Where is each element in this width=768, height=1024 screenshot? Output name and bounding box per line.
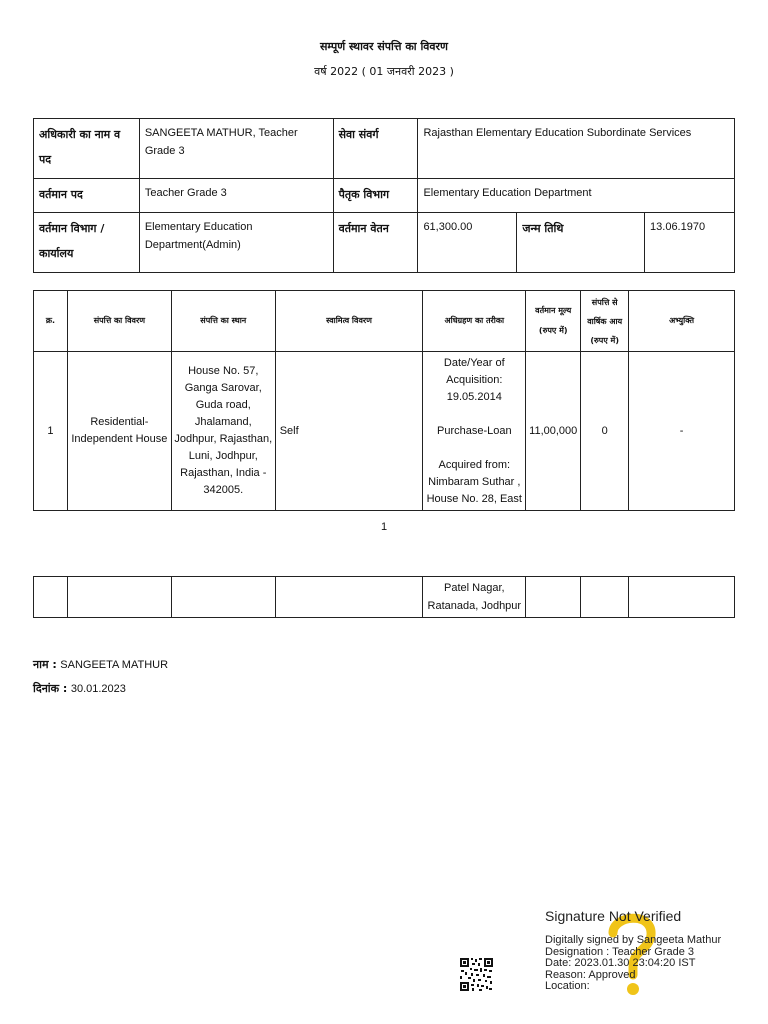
dob-value: 13.06.1970	[645, 213, 735, 273]
post-label: वर्तमान पद	[34, 179, 140, 213]
row-remarks: -	[629, 352, 735, 511]
officer-name-value: SANGEETA MATHUR, Teacher Grade 3	[139, 119, 333, 179]
continuation-table	[33, 576, 735, 618]
header-income-line2: वार्षिक आय	[587, 316, 623, 326]
row-value: 11,00,000	[526, 352, 581, 511]
header-value	[526, 291, 581, 352]
asset-table	[33, 290, 735, 511]
footer-name-label: नाम :	[33, 658, 57, 671]
officer-name-label: अधिकारी का नाम व पद	[34, 119, 140, 179]
parent-dept-value: Elementary Education Department	[418, 179, 735, 213]
continued-acquisition: Patel Nagar, Ratanada, Jodhpur	[423, 577, 526, 618]
post-value: Teacher Grade 3	[139, 179, 333, 213]
acq-from: Acquired from: Nimbaram Suthar , House No. 28, East	[426, 459, 522, 505]
signature-line: Designation : Teacher Grade 3	[545, 945, 694, 958]
cadre-label: सेवा संवर्ग	[333, 119, 418, 179]
header-income-line1: संपत्ति से	[591, 297, 618, 307]
header-value-line1: वर्तमान मूल्य	[535, 306, 572, 315]
row-sno: 1	[34, 352, 68, 511]
row-location: House No. 57, Ganga Sarovar, Guda road, Jhalamand, Jodhpur, Rajasthan, Luni, Jodhpur, Rajasthan, India - 342005.	[171, 352, 275, 511]
acq-date: Date/Year of Acquisition: 19.05.2014	[443, 357, 505, 403]
header-income	[581, 291, 629, 352]
dob-label: जन्म तिथि	[517, 213, 645, 273]
salary-value: 61,300.00	[418, 213, 517, 273]
officer-info-table	[33, 118, 735, 273]
footer-date	[33, 681, 126, 696]
signature-line: Location:	[545, 980, 590, 992]
row-acquisition	[423, 352, 526, 511]
footer-date-value: 30.01.2023	[70, 683, 126, 695]
parent-dept-label: पैतृक विभाग	[333, 179, 418, 213]
footer-name-value: SANGEETA MATHUR	[60, 659, 169, 671]
header-income-line3: (रुपए में)	[590, 335, 619, 345]
dept-value: Elementary Education Department(Admin)	[139, 213, 333, 273]
header-location: संपत्ति का स्थान	[171, 291, 275, 352]
table-row	[34, 352, 735, 511]
signature-status: Signature Not Verified	[545, 908, 682, 924]
signature-line: Date: 2023.01.30 23:04:20 IST	[545, 957, 696, 969]
header-remarks: अभ्युक्ति	[629, 291, 735, 352]
signature-line: Reason: Approved	[545, 968, 636, 981]
page-title: सम्पूर्ण स्थावर संपत्ति का विवरण	[320, 40, 448, 53]
header-sno: क्र.	[34, 291, 68, 352]
dept-label: वर्तमान विभाग / कार्यालय	[34, 213, 140, 273]
page-number: 1	[380, 521, 388, 533]
row-desc: Residential-Independent House	[67, 352, 171, 511]
table-row	[34, 577, 735, 618]
cadre-value: Rajasthan Elementary Education Subordinate Services	[418, 119, 735, 179]
signature-line: Digitally signed by Sangeeta Mathur	[545, 934, 722, 946]
salary-label: वर्तमान वेतन	[333, 213, 418, 273]
qr-code-icon	[459, 957, 494, 992]
row-income: 0	[581, 352, 629, 511]
signature-details	[545, 935, 721, 993]
footer-name	[33, 657, 168, 672]
header-value-line2: (रुपए में)	[538, 326, 568, 335]
header-desc: संपत्ति का विवरण	[67, 291, 171, 352]
year-line: वर्ष 2022 ( 01 जनवरी 2023 )	[314, 65, 454, 78]
acq-mode: Purchase-Loan	[436, 425, 512, 437]
header-acquisition: अधिग्रहण का तरीका	[423, 291, 526, 352]
footer-date-label: दिनांक :	[33, 682, 68, 695]
row-ownership: Self	[275, 352, 423, 511]
header-ownership: स्वामित्व विवरण	[275, 291, 423, 352]
